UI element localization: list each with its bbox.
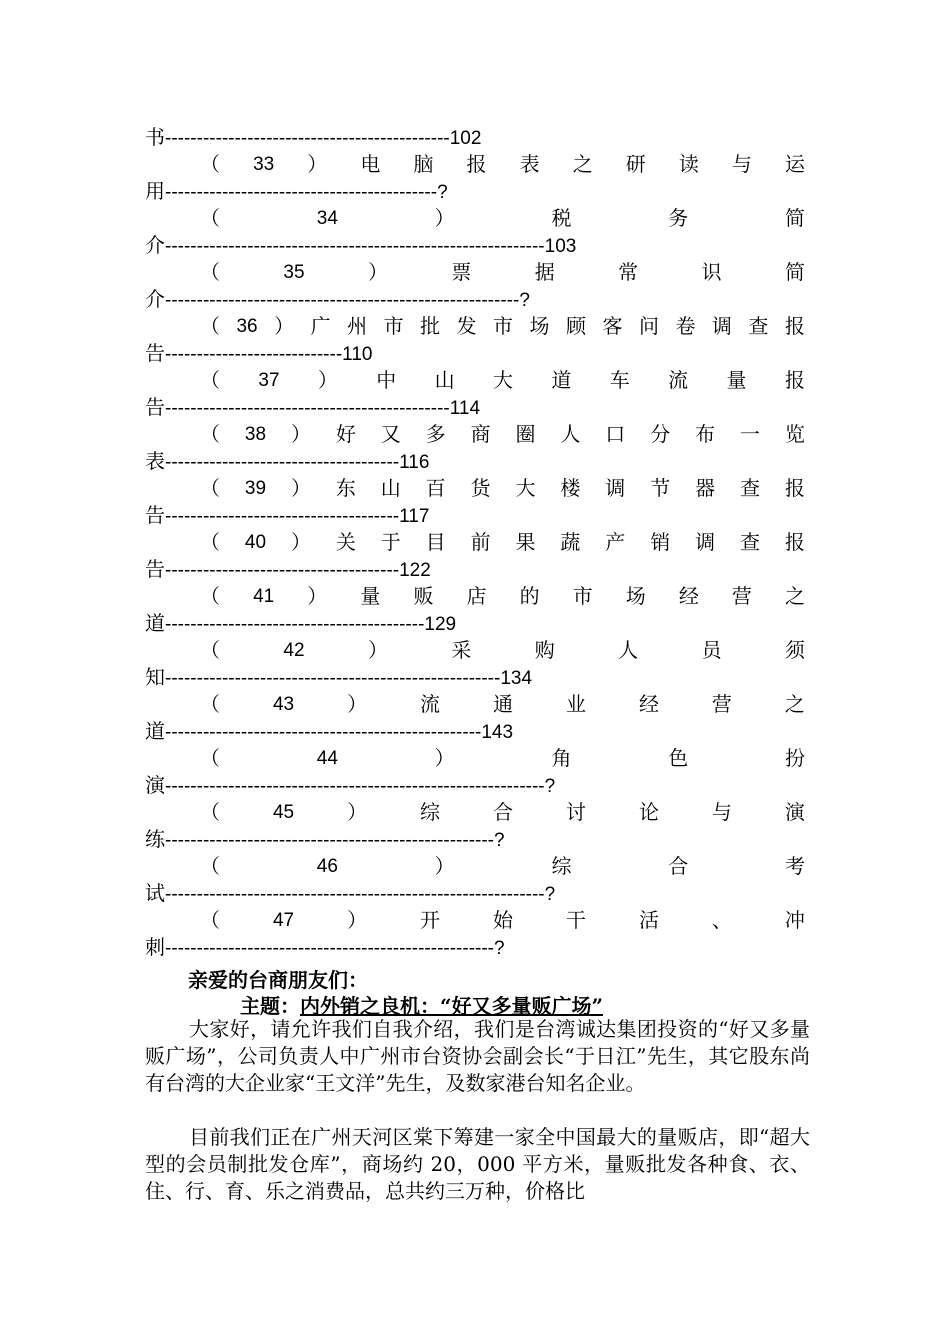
toc-title-char: 之 [784, 692, 805, 716]
toc-entry-leader-line [145, 772, 805, 799]
toc-page-number: 117 [399, 506, 430, 527]
toc-title-char: 一 [740, 422, 761, 446]
toc-title-char: 又 [380, 422, 401, 446]
subject-label: 主题： [240, 994, 300, 1018]
toc-title-char: 之 [785, 584, 805, 608]
toc-title-last-char: 演 [145, 773, 165, 797]
toc-entry-number: 34 [316, 208, 338, 229]
toc-paren-open: （ [200, 530, 220, 554]
toc-page-number: ? [519, 290, 530, 311]
toc-entry-title-line [145, 637, 805, 664]
toc-title-char: 大 [515, 476, 536, 500]
toc-entry-number: 45 [272, 802, 295, 823]
toc-entry-title-line [145, 907, 805, 934]
toc-paren-close: ） [434, 206, 455, 230]
toc-title-char: 调 [695, 530, 716, 554]
toc-title-char: 口 [605, 422, 626, 446]
toc-title-char: 冲 [784, 908, 805, 932]
toc-entry-title-line [145, 313, 805, 340]
toc-leader-dashes: ---------------------------------------------------- [165, 938, 495, 959]
toc-paren-open: （ [200, 854, 220, 878]
toc-title-char: 识 [701, 260, 722, 284]
toc-entry-number: 42 [283, 640, 305, 661]
toc-title-char: 市 [572, 584, 593, 608]
toc-paren-close: ） [290, 422, 311, 446]
toc-paren-open: （ [200, 638, 220, 662]
toc-title-char: 楼 [560, 476, 581, 500]
toc-page-number: 122 [399, 560, 431, 581]
toc-title-char: 、 [711, 908, 732, 932]
toc-title-char: 购 [534, 638, 555, 662]
toc-leader-dashes: ------------------------------------- [165, 560, 400, 581]
toc-entry-leader-line [145, 880, 805, 907]
toc-title-char: 中 [376, 368, 397, 392]
toc-page-number: ? [494, 830, 505, 851]
toc-title-char: 调 [605, 476, 626, 500]
toc-title-char: 蔬 [560, 530, 581, 554]
toc-entry-leader-line [145, 232, 805, 259]
toc-leader-dashes: ------------------------------------------------------------ [165, 236, 545, 257]
toc-entry-title-line [145, 475, 805, 502]
toc-title-last-char: 介 [145, 233, 165, 257]
toc-entry [145, 205, 805, 259]
toc-paren-close: ） [347, 908, 368, 932]
toc-entry-number: 43 [272, 694, 295, 715]
toc-entry-number: 35 [283, 262, 305, 283]
toc-entry [145, 907, 805, 961]
toc-leader-dashes: ------------------------------------- [165, 452, 400, 473]
toc-title-char: 贩 [413, 584, 434, 608]
toc-title-char: 简 [784, 260, 805, 284]
toc-entry-title-line [145, 799, 805, 826]
toc-paren-open: （ [200, 800, 220, 824]
toc-title-char: 报 [784, 530, 805, 554]
toc-paren-open: （ [200, 152, 220, 176]
toc-entry-leader-line [145, 610, 805, 637]
toc-entry [145, 529, 805, 583]
toc-title-char: 之 [572, 152, 593, 176]
toc-title-char: 发 [456, 314, 477, 338]
toc-entry-leader-line [145, 718, 805, 745]
table-of-contents [145, 124, 805, 961]
toc-page-number: 116 [399, 452, 430, 473]
toc-entry-leader-line [145, 664, 805, 691]
toc-entry [145, 745, 805, 799]
toc-title-char: 经 [638, 692, 659, 716]
toc-title-char: 研 [625, 152, 646, 176]
toc-entry-title-line [145, 205, 805, 232]
toc-title-char: 道 [551, 368, 572, 392]
toc-title-char: 好 [335, 422, 356, 446]
toc-entry [145, 313, 805, 367]
toc-entry-number: 46 [316, 856, 338, 877]
toc-leader-dashes: ---------------------------- [165, 344, 343, 365]
toc-paren-close: ） [274, 314, 295, 338]
toc-title-char: 务 [668, 206, 689, 230]
toc-title-char: 人 [560, 422, 581, 446]
toc-paren-close: ） [434, 746, 455, 770]
toc-title-char: 干 [565, 908, 586, 932]
toc-title-char: 的 [519, 584, 540, 608]
toc-leader-dashes: ------------------------------------- [165, 506, 400, 527]
toc-title-char: 多 [425, 422, 446, 446]
toc-entry [145, 691, 805, 745]
toc-paren-close: ） [434, 854, 455, 878]
toc-title-char: 营 [711, 692, 732, 716]
toc-entry-number: 47 [272, 910, 295, 931]
toc-paren-open: （ [200, 422, 220, 446]
toc-title-char: 须 [784, 638, 805, 662]
toc-entry-number: 37 [258, 370, 280, 391]
toc-title-char: 流 [668, 368, 689, 392]
toc-title-char: 通 [493, 692, 514, 716]
toc-title-last-char: 道 [145, 611, 165, 635]
toc-title-char: 经 [678, 584, 699, 608]
toc-paren-close: ） [290, 530, 311, 554]
toc-title-char: 客 [602, 314, 623, 338]
greeting: 亲爱的台商朋友们： [188, 968, 368, 992]
toc-title-char: 店 [466, 584, 487, 608]
toc-paren-open: （ [200, 368, 220, 392]
toc-title-char: 与 [731, 152, 752, 176]
toc-title-char: 百 [425, 476, 446, 500]
paragraph-project: 目前我们正在广州天河区棠下筹建一家全中国最大的量贩店，即“超大型的会员制批发仓库”，商场约 20，000 平方米，量贩批发各种食、衣、住、行、育、乐之消费品，总共约三万种，价格比 [145, 1125, 810, 1203]
toc-entry [145, 259, 805, 313]
toc-title-char: 顾 [565, 314, 586, 338]
toc-entry [145, 799, 805, 853]
toc-title-char: 查 [748, 314, 769, 338]
toc-paren-close: ） [347, 692, 368, 716]
toc-entry-leader-line [145, 286, 805, 313]
toc-page-number: 114 [449, 398, 481, 419]
toc-page-number: ? [494, 938, 505, 959]
toc-title-char: 色 [668, 746, 689, 770]
toc-title-char: 人 [618, 638, 639, 662]
toc-title-char: 圈 [515, 422, 536, 446]
toc-entry-number: 40 [244, 532, 267, 553]
toc-paren-open: （ [200, 206, 220, 230]
toc-title-char: 节 [650, 476, 671, 500]
paragraph-intro: 大家好，请允许我们自我介绍，我们是台湾诚达集团投资的“好又多量贩广场”，公司负责人中广州市台资协会副会长“于日江”先生，其它股东尚有台湾的大企业家“王文洋”先生，及数家港台知名企业。 [145, 1017, 810, 1095]
toc-title-char: 表 [519, 152, 540, 176]
toc-title-char: 器 [695, 476, 716, 500]
toc-title-char: 考 [784, 854, 805, 878]
toc-title-char: 开 [420, 908, 441, 932]
toc-paren-close: ） [317, 368, 338, 392]
toc-title-char: 问 [638, 314, 659, 338]
toc-title-char: 果 [515, 530, 536, 554]
toc-title-char: 流 [420, 692, 441, 716]
toc-title-char: 业 [565, 692, 586, 716]
toc-leader-dashes: ------------------------------------------- [165, 182, 438, 203]
toc-entry-leader-line [145, 826, 805, 853]
toc-title-char: 票 [451, 260, 472, 284]
toc-entry [145, 475, 805, 529]
toc-title-last-char: 用 [145, 179, 165, 203]
toc-page-number: ? [544, 776, 556, 797]
toc-entry-leader-line [145, 556, 805, 583]
toc-line-continuation: 书---------------------------------------------102 [145, 125, 482, 149]
toc-title-char: 览 [784, 422, 805, 446]
toc-title-char: 山 [434, 368, 455, 392]
toc-entry-number: 41 [253, 586, 275, 607]
toc-title-char: 营 [731, 584, 752, 608]
toc-title-char: 于 [380, 530, 401, 554]
toc-title-char: 前 [470, 530, 491, 554]
toc-title-last-char: 介 [145, 287, 165, 311]
toc-title-char: 调 [711, 314, 732, 338]
toc-entry [145, 367, 805, 421]
toc-title-last-char: 告 [145, 341, 165, 365]
toc-leader-dashes: ----------------------------------------- [165, 614, 425, 635]
toc-entry [145, 853, 805, 907]
toc-paren-close: ） [307, 152, 328, 176]
toc-leader-dashes: ---------------------------------------------------- [165, 830, 495, 851]
toc-entry [145, 583, 805, 637]
toc-title-char: 量 [726, 368, 747, 392]
toc-entry-leader-line [145, 934, 805, 961]
toc-entry-title-line [145, 853, 805, 880]
toc-title-char: 关 [335, 530, 356, 554]
toc-entry-title-line [145, 691, 805, 718]
toc-entry-title-line [145, 259, 805, 286]
toc-entry-number: 38 [244, 424, 267, 445]
toc-page-number: ? [437, 182, 448, 203]
toc-title-last-char: 告 [145, 503, 165, 527]
toc-title-char: 税 [551, 206, 572, 230]
toc-title-char: 常 [618, 260, 639, 284]
toc-paren-open: （ [200, 692, 220, 716]
toc-entry-leader-line [145, 502, 805, 529]
toc-title-char: 据 [534, 260, 555, 284]
toc-title-char: 批 [420, 314, 441, 338]
toc-page-number: 103 [544, 236, 577, 257]
toc-entry-number: 36 [236, 316, 258, 337]
toc-leader-dashes: -------------------------------------------------------- [165, 290, 520, 311]
toc-title-char: 员 [701, 638, 722, 662]
toc-title-last-char: 试 [145, 881, 165, 905]
toc-title-char: 市 [383, 314, 404, 338]
toc-title-char: 大 [493, 368, 514, 392]
toc-title-char: 查 [740, 476, 761, 500]
toc-page-number: 134 [500, 668, 533, 689]
toc-entry-leader-line [145, 394, 805, 421]
toc-title-char: 合 [668, 854, 689, 878]
toc-leader-dashes: ------------------------------------------------------------ [165, 776, 545, 797]
toc-title-char: 分 [650, 422, 671, 446]
toc-title-char: 产 [605, 530, 626, 554]
toc-title-char: 始 [493, 908, 514, 932]
toc-title-char: 脑 [413, 152, 434, 176]
toc-page-number: 110 [342, 344, 373, 365]
toc-entry [145, 151, 805, 205]
toc-paren-open: （ [200, 260, 220, 284]
toc-paren-open: （ [200, 908, 220, 932]
toc-title-char: 报 [784, 476, 805, 500]
toc-entry [145, 421, 805, 475]
toc-paren-open: （ [200, 584, 220, 608]
toc-entry-title-line [145, 745, 805, 772]
toc-paren-close: ） [347, 800, 368, 824]
toc-entry-title-line [145, 529, 805, 556]
toc-leader-dashes: ----------------------------------------------------- [165, 668, 501, 689]
toc-title-last-char: 表 [145, 449, 165, 473]
toc-entry-title-line [145, 421, 805, 448]
toc-title-char: 卷 [675, 314, 696, 338]
toc-title-char: 报 [466, 152, 487, 176]
toc-title-char: 场 [529, 314, 550, 338]
toc-title-last-char: 道 [145, 719, 165, 743]
toc-title-char: 州 [347, 314, 368, 338]
toc-title-char: 读 [678, 152, 699, 176]
toc-title-last-char: 告 [145, 395, 165, 419]
toc-title-char: 活 [638, 908, 659, 932]
toc-title-char: 山 [380, 476, 401, 500]
toc-entry-title-line [145, 151, 805, 178]
toc-title-char: 演 [784, 800, 805, 824]
toc-title-char: 商 [470, 422, 491, 446]
toc-title-char: 报 [784, 314, 805, 338]
toc-title-char: 运 [785, 152, 805, 176]
toc-entry-title-line [145, 583, 805, 610]
toc-paren-close: ） [290, 476, 311, 500]
toc-entry-leader-line [145, 448, 805, 475]
toc-title-char: 目 [425, 530, 446, 554]
toc-paren-open: （ [200, 476, 220, 500]
toc-title-char: 查 [740, 530, 761, 554]
toc-title-char: 角 [551, 746, 572, 770]
toc-title-last-char: 练 [145, 827, 165, 851]
toc-entry-leader-line [145, 340, 805, 367]
toc-title-char: 综 [420, 800, 441, 824]
subject-text: 内外销之良机：“好又多量贩广场” [300, 994, 604, 1018]
toc-paren-close: ） [367, 260, 388, 284]
toc-title-char: 东 [335, 476, 356, 500]
toc-title-char: 销 [650, 530, 671, 554]
toc-leader-dashes: ------------------------------------------------------------ [165, 884, 545, 905]
toc-page-number: 143 [481, 722, 514, 743]
toc-title-char: 合 [493, 800, 514, 824]
toc-page-number: ? [544, 884, 556, 905]
toc-title-last-char: 告 [145, 557, 165, 581]
toc-entry-number: 44 [316, 748, 338, 769]
toc-entry-number: 39 [244, 478, 267, 499]
toc-leader-dashes: --------------------------------------------- [165, 398, 450, 419]
toc-title-char: 车 [609, 368, 630, 392]
toc-title-char: 与 [711, 800, 732, 824]
toc-entry-title-line [145, 367, 805, 394]
toc-title-char: 电 [360, 152, 381, 176]
toc-title-char: 采 [451, 638, 472, 662]
toc-title-char: 市 [493, 314, 514, 338]
toc-title-char: 论 [638, 800, 659, 824]
toc-title-char: 扮 [784, 746, 805, 770]
toc-title-char: 场 [625, 584, 646, 608]
toc-entry-leader-line [145, 178, 805, 205]
toc-title-char: 量 [360, 584, 381, 608]
toc-title-last-char: 知 [145, 665, 165, 689]
toc-paren-open: （ [200, 314, 220, 338]
toc-title-last-char: 刺 [145, 935, 165, 959]
toc-title-char: 货 [470, 476, 491, 500]
toc-title-char: 综 [551, 854, 572, 878]
toc-entry-number: 33 [253, 154, 275, 175]
toc-title-char: 讨 [565, 800, 586, 824]
toc-paren-close: ） [307, 584, 328, 608]
toc-leader-dashes: -------------------------------------------------- [165, 722, 482, 743]
toc-title-char: 报 [784, 368, 805, 392]
toc-paren-open: （ [200, 746, 220, 770]
toc-entry [145, 637, 805, 691]
toc-paren-close: ） [367, 638, 388, 662]
toc-title-char: 简 [784, 206, 805, 230]
toc-page-number: 129 [424, 614, 457, 635]
toc-title-char: 布 [695, 422, 716, 446]
toc-title-char: 广 [310, 314, 331, 338]
